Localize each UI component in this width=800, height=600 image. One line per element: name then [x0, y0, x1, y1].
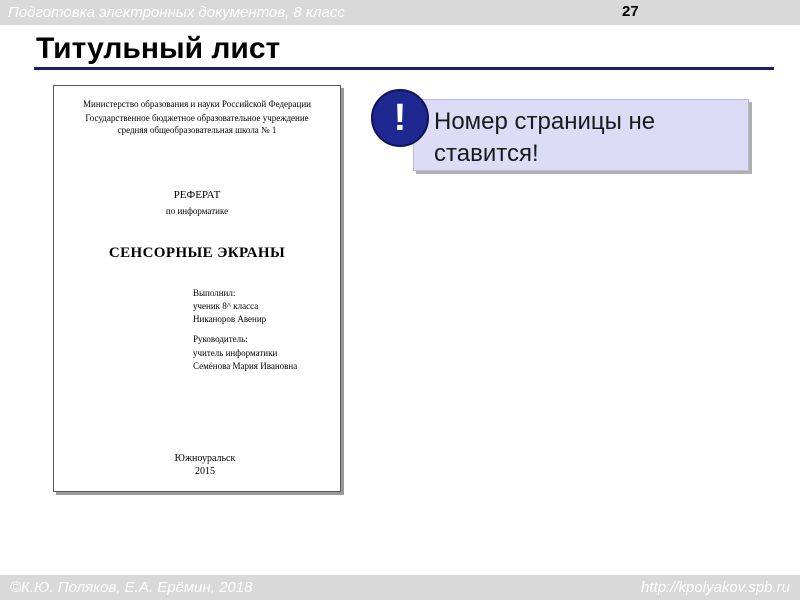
exclamation-icon: ! — [371, 89, 429, 147]
author-label: Выполнил: — [193, 288, 236, 298]
slide-title: Титульный лист — [36, 32, 281, 65]
ministry-line: Министерство образования и науки Российской Федерации — [83, 99, 311, 109]
title-underline — [34, 67, 774, 70]
year: 2015 — [195, 466, 215, 477]
footer-authors: ©К.Ю. Поляков, Е.А. Ерёмин, 2018 — [10, 579, 253, 596]
footer-url: http://kpolyakov.spb.ru — [641, 579, 790, 596]
supervisor-name: Семёнова Мария Ивановна — [193, 361, 298, 371]
document-subject: по информатике — [165, 206, 229, 216]
supervisor-role: учитель информатики — [193, 348, 278, 358]
footer-bar — [0, 575, 800, 600]
note-callout — [413, 99, 749, 171]
slide-number: 27 — [622, 3, 639, 20]
course-title: Подготовка электронных документов, 8 класс — [8, 4, 345, 21]
city: Южноуральск — [174, 453, 236, 464]
supervisor-label: Руководитель: — [193, 334, 248, 344]
header-bar — [0, 0, 800, 25]
title-page-sample — [53, 85, 341, 492]
document-type: РЕФЕРАТ — [173, 189, 221, 201]
document-title: СЕНСОРНЫЕ ЭКРАНЫ — [108, 245, 286, 261]
school-line: средняя общеобразовательная школа № 1 — [117, 125, 277, 135]
note-text: Номер страницы не ставится! — [434, 108, 656, 167]
author-role: ученик 8^ класса — [193, 301, 259, 311]
institution-line: Государственное бюджетное образовательное учреждение — [85, 113, 309, 123]
author-name: Никаноров Авенир — [193, 314, 267, 324]
